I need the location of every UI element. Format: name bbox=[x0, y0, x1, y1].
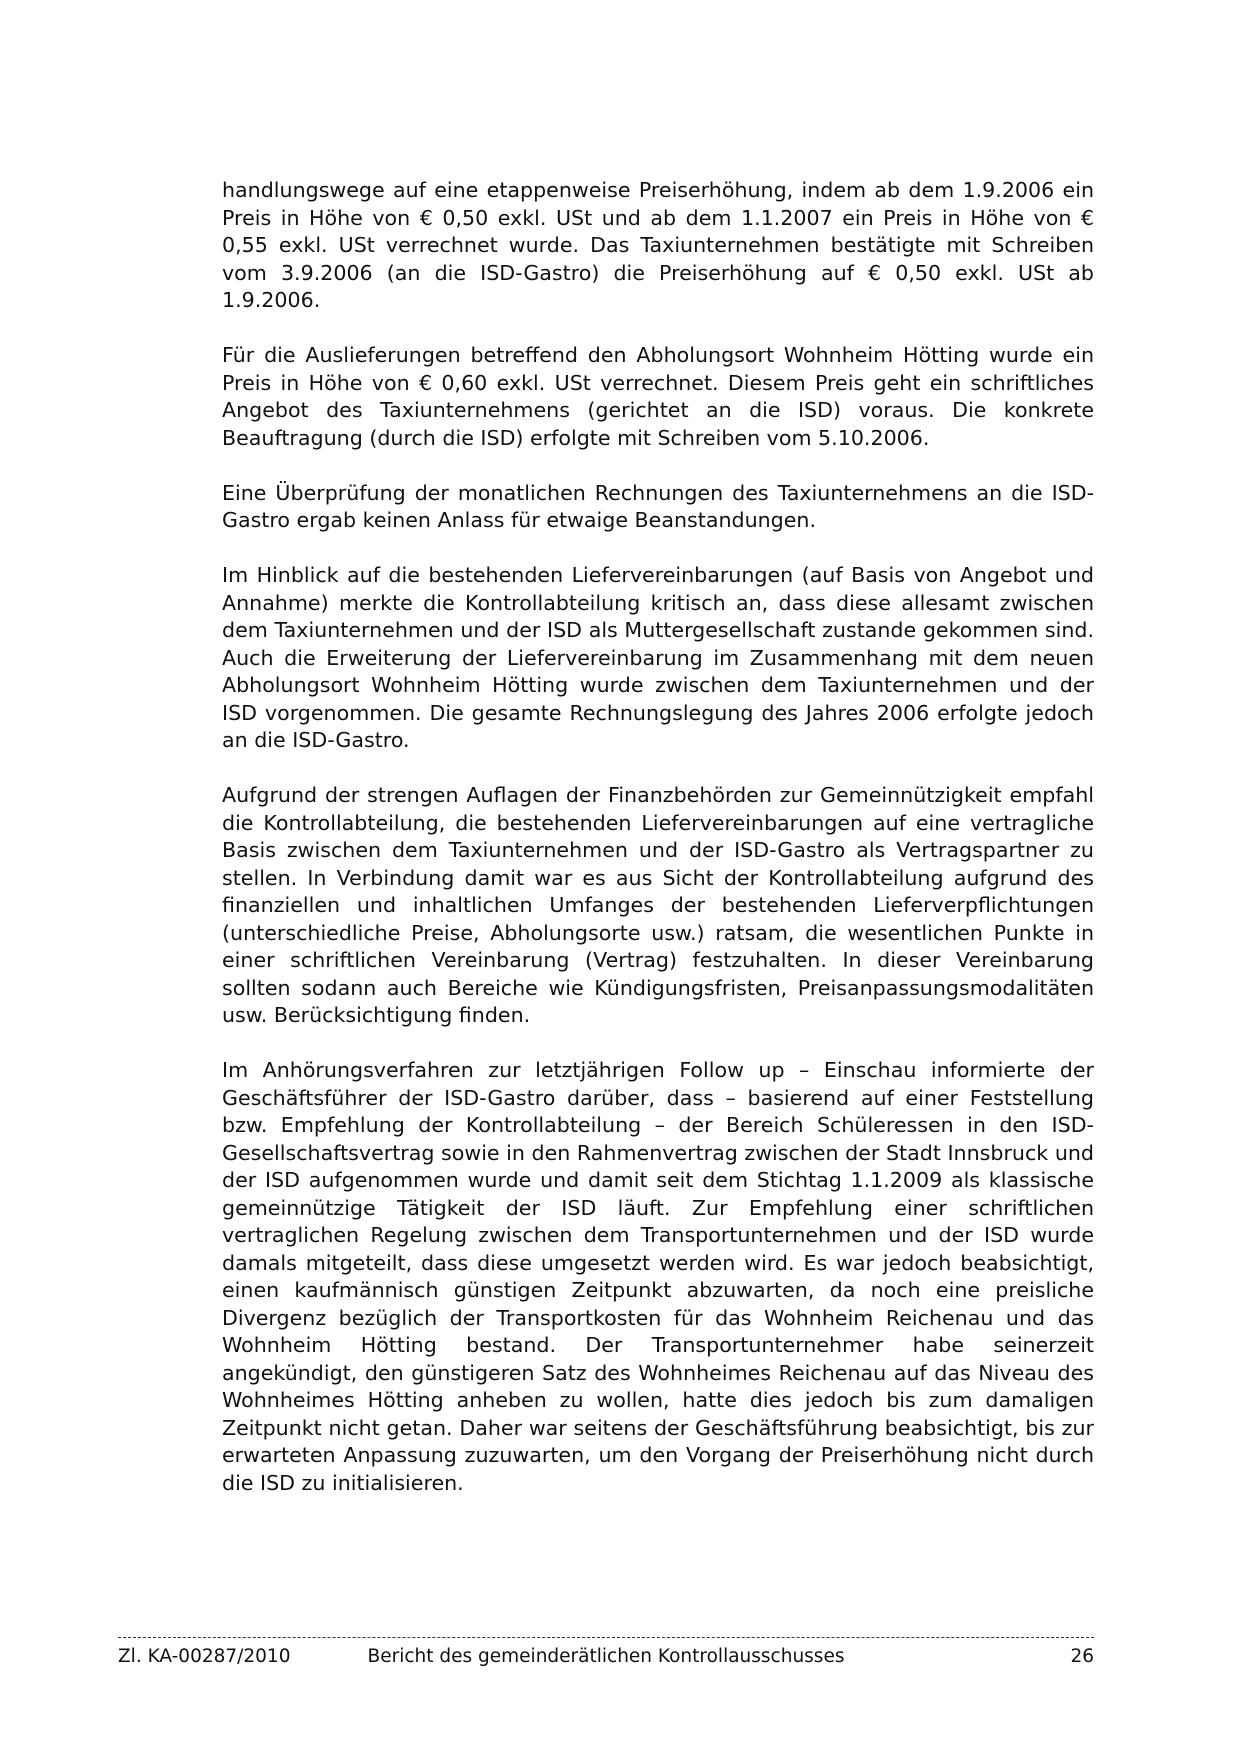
footer-divider bbox=[118, 1637, 1094, 1638]
paragraph-price-increase: handlungswege auf eine etappenweise Preiserhöhung, indem ab dem 1.9.2006 ein Preis in Höhe von € 0,50 exkl. USt und ab dem 1.1.2007 ein Preis in Höhe von € 0,55 exkl. USt verrechnet wurde. Das Taxiunternehmen bestätigte mit Schreiben vom 3.9.2006 (an die ISD-Gastro) die Preiserhöhung auf € 0,50 exkl. USt ab 1.9.2006. bbox=[222, 178, 1094, 312]
paragraph-recommendation: Aufgrund der strengen Auflagen der Finanzbehörden zur Gemeinnützigkeit empfahl die Kontrollabteilung, die bestehenden Liefervereinbarungen auf eine vertragliche Basis zwischen dem Taxiunternehmen und der ISD-Gastro als Vertragspartner zu stellen. In Verbindung damit war es aus Sicht der Kontrollabteilung aufgrund des finanziellen und inhaltlichen Umfanges der bestehenden Lieferverpflichtungen (unterschiedliche Preise, Abholungsorte usw.) ratsam, die wesentlichen Punkte in einer schriftlichen Vereinbarung (Vertrag) festzuhalten. In dieser Vereinbarung sollten sodann auch Bereiche wie Kündigungsfristen, Preisanpassungsmodalitäten usw. Berücksichtigung finden. bbox=[222, 783, 1094, 1027]
paragraph-invoice-check: Eine Überprüfung der monatlichen Rechnungen des Taxiunternehmens an die ISD-Gastro ergab keinen Anlass für etwaige Beanstandungen. bbox=[222, 480, 1094, 532]
paragraph-delivery-agreements: Im Hinblick auf die bestehenden Liefervereinbarungen (auf Basis von Angebot und Annahme) merkte die Kontrollabteilung kritisch an, dass diese allesamt zwischen dem Taxiunternehmen und der ISD als Muttergesellschaft zustande gekommen sind. Auch die Erweiterung der Liefervereinbarung im Zusammenhang mit dem neuen Abholungsort Wohnheim Hötting wurde zwischen dem Taxiunternehmen und der ISD vorgenommen. Die gesamte Rechnungslegung des Jahres 2006 erfolgte jedoch an die ISD-Gastro. bbox=[222, 563, 1094, 752]
footer-title: Bericht des gemeinderätlichen Kontrollausschusses bbox=[367, 1646, 845, 1667]
footer-reference: Zl. KA-00287/2010 bbox=[118, 1646, 291, 1667]
page-number: 26 bbox=[1070, 1646, 1094, 1667]
paragraph-hoetting-delivery: Für die Auslieferungen betreffend den Abholungsort Wohnheim Hötting wurde ein Preis in Höhe von € 0,60 exkl. USt verrechnet. Diesem Preis geht ein schriftliches Angebot des Taxiunternehmens (gerichtet an die ISD) voraus. Die konkrete Beauftragung (durch die ISD) erfolgte mit Schreiben vom 5.10.2006. bbox=[222, 343, 1094, 450]
document-body bbox=[222, 177, 1094, 1525]
paragraph-hearing-procedure: Im Anhörungsverfahren zur letztjährigen Follow up – Einschau informierte der Geschäftsführer der ISD-Gastro darüber, dass – basierend auf einer Feststellung bzw. Empfehlung der Kontrollabteilung – der Bereich Schüleressen in den ISD-Gesellschaftsvertrag sowie in den Rahmenvertrag zwischen der Stadt Innsbruck und der ISD aufgenommen wurde und damit seit dem Stichtag 1.1.2009 als klassische gemeinnützige Tätigkeit der ISD läuft. Zur Empfehlung einer schriftlichen vertraglichen Regelung zwischen dem Transportunternehmen und der ISD wurde damals mitgeteilt, dass diese umgesetzt werden wird. Es war jedoch beabsichtigt, einen kaufmännisch günstigen Zeitpunkt abzuwarten, da noch eine preisliche Divergenz bezüglich der Transportkosten für das Wohnheim Reichenau und das Wohnheim Hötting bestand. Der Transportunternehmer habe seinerzeit angekündigt, den günstigeren Satz des Wohnheimes Reichenau auf das Niveau des Wohnheimes Hötting anheben zu wollen, hatte dies jedoch bis zum damaligen Zeitpunkt nicht getan. Daher war seitens der Geschäftsführung beabsichtigt, bis zur erwarteten Anpassung zuzuwarten, um den Vorgang der Preiserhöhung nicht durch die ISD zu initialisieren. bbox=[222, 1058, 1094, 1495]
